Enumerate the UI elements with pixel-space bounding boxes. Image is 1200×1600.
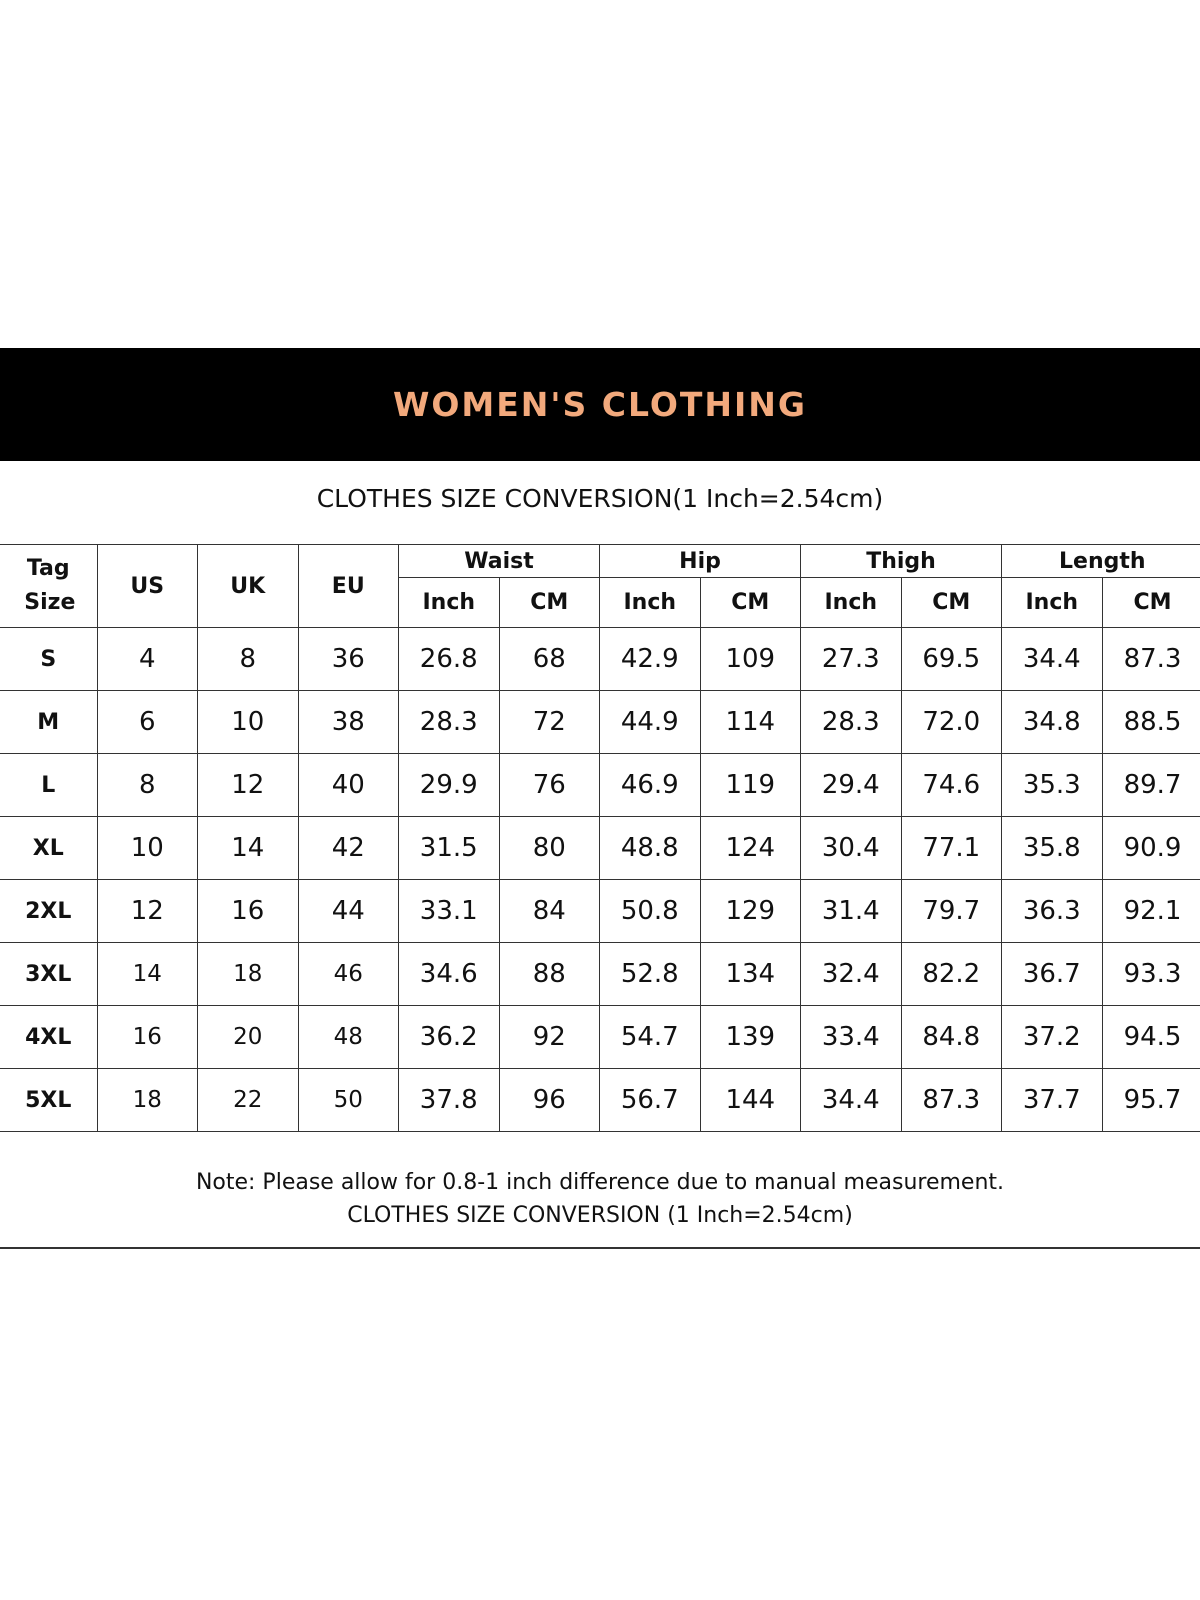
cell-hip-cm: 134 — [700, 943, 801, 1006]
cell-hip-inch: 42.9 — [600, 628, 701, 691]
cell-us: 12 — [97, 880, 198, 943]
cell-thigh-cm: 72.0 — [901, 691, 1002, 754]
cell-eu: 46 — [298, 943, 399, 1006]
cell-waist-inch: 31.5 — [399, 817, 500, 880]
cell-length-cm: 89.7 — [1102, 754, 1200, 817]
cell-length-inch: 34.8 — [1002, 691, 1103, 754]
cell-tag-size: XL — [0, 817, 97, 880]
cell-uk: 10 — [198, 691, 299, 754]
cell-us: 14 — [97, 943, 198, 1006]
cell-thigh-cm: 87.3 — [901, 1069, 1002, 1132]
cell-tag-size: 4XL — [0, 1006, 97, 1069]
cell-thigh-inch: 34.4 — [801, 1069, 902, 1132]
cell-tag-size: L — [0, 754, 97, 817]
cell-tag-size: 5XL — [0, 1069, 97, 1132]
cell-uk: 22 — [198, 1069, 299, 1132]
cell-hip-cm: 114 — [700, 691, 801, 754]
cell-us: 4 — [97, 628, 198, 691]
cell-waist-inch: 29.9 — [399, 754, 500, 817]
table-row — [0, 880, 1200, 943]
cell-waist-inch: 37.8 — [399, 1069, 500, 1132]
cell-length-cm: 88.5 — [1102, 691, 1200, 754]
header-waist-inch: Inch — [399, 578, 500, 628]
table-row — [0, 628, 1200, 691]
banner-title: WOMEN'S CLOTHING — [392, 385, 808, 424]
cell-length-inch: 34.4 — [1002, 628, 1103, 691]
cell-hip-inch: 56.7 — [600, 1069, 701, 1132]
cell-uk: 16 — [198, 880, 299, 943]
cell-hip-inch: 50.8 — [600, 880, 701, 943]
cell-length-inch: 37.2 — [1002, 1006, 1103, 1069]
cell-thigh-cm: 84.8 — [901, 1006, 1002, 1069]
cell-us: 16 — [97, 1006, 198, 1069]
cell-waist-inch: 28.3 — [399, 691, 500, 754]
cell-length-cm: 93.3 — [1102, 943, 1200, 1006]
cell-length-inch: 37.7 — [1002, 1069, 1103, 1132]
cell-waist-inch: 36.2 — [399, 1006, 500, 1069]
header-length-cm: CM — [1102, 578, 1200, 628]
cell-us: 10 — [97, 817, 198, 880]
cell-uk: 18 — [198, 943, 299, 1006]
header-banner — [0, 348, 1200, 461]
header-hip: Hip — [600, 545, 801, 578]
cell-waist-cm: 88 — [499, 943, 600, 1006]
note-line-2: CLOTHES SIZE CONVERSION (1 Inch=2.54cm) — [347, 1203, 853, 1228]
table-body — [0, 628, 1200, 1132]
cell-hip-inch: 44.9 — [600, 691, 701, 754]
cell-tag-size: 2XL — [0, 880, 97, 943]
cell-length-cm: 92.1 — [1102, 880, 1200, 943]
cell-eu: 44 — [298, 880, 399, 943]
cell-hip-inch: 48.8 — [600, 817, 701, 880]
cell-us: 6 — [97, 691, 198, 754]
cell-thigh-inch: 27.3 — [801, 628, 902, 691]
cell-thigh-inch: 33.4 — [801, 1006, 902, 1069]
header-hip-inch: Inch — [600, 578, 701, 628]
cell-length-cm: 94.5 — [1102, 1006, 1200, 1069]
table-row — [0, 1006, 1200, 1069]
cell-length-cm: 95.7 — [1102, 1069, 1200, 1132]
cell-length-inch: 36.3 — [1002, 880, 1103, 943]
cell-waist-cm: 84 — [499, 880, 600, 943]
cell-length-inch: 35.3 — [1002, 754, 1103, 817]
header-hip-cm: CM — [700, 578, 801, 628]
measurement-note — [0, 1166, 1200, 1232]
cell-thigh-cm: 74.6 — [901, 754, 1002, 817]
cell-tag-size: S — [0, 628, 97, 691]
header-row-groups — [0, 545, 1200, 578]
cell-waist-cm: 76 — [499, 754, 600, 817]
cell-waist-cm: 80 — [499, 817, 600, 880]
cell-waist-cm: 68 — [499, 628, 600, 691]
cell-eu: 48 — [298, 1006, 399, 1069]
cell-uk: 8 — [198, 628, 299, 691]
cell-hip-inch: 54.7 — [600, 1006, 701, 1069]
cell-hip-cm: 144 — [700, 1069, 801, 1132]
cell-thigh-inch: 29.4 — [801, 754, 902, 817]
cell-waist-cm: 92 — [499, 1006, 600, 1069]
table-row — [0, 754, 1200, 817]
table-row — [0, 817, 1200, 880]
cell-hip-cm: 119 — [700, 754, 801, 817]
cell-eu: 50 — [298, 1069, 399, 1132]
cell-thigh-inch: 30.4 — [801, 817, 902, 880]
header-thigh-cm: CM — [901, 578, 1002, 628]
cell-eu: 36 — [298, 628, 399, 691]
cell-eu: 38 — [298, 691, 399, 754]
table-header — [0, 545, 1200, 628]
bottom-divider — [0, 1247, 1200, 1249]
cell-hip-cm: 139 — [700, 1006, 801, 1069]
cell-us: 8 — [97, 754, 198, 817]
cell-hip-cm: 129 — [700, 880, 801, 943]
header-tag-label: Tag Size — [24, 556, 76, 615]
cell-length-inch: 36.7 — [1002, 943, 1103, 1006]
cell-waist-cm: 72 — [499, 691, 600, 754]
table-row — [0, 943, 1200, 1006]
cell-thigh-cm: 82.2 — [901, 943, 1002, 1006]
size-chart-table — [0, 544, 1200, 1132]
header-us: US — [97, 545, 198, 628]
cell-thigh-inch: 32.4 — [801, 943, 902, 1006]
cell-hip-cm: 109 — [700, 628, 801, 691]
cell-waist-cm: 96 — [499, 1069, 600, 1132]
cell-hip-inch: 52.8 — [600, 943, 701, 1006]
cell-thigh-cm: 77.1 — [901, 817, 1002, 880]
cell-hip-inch: 46.9 — [600, 754, 701, 817]
cell-hip-cm: 124 — [700, 817, 801, 880]
cell-us: 18 — [97, 1069, 198, 1132]
cell-uk: 14 — [198, 817, 299, 880]
cell-waist-inch: 33.1 — [399, 880, 500, 943]
header-waist-cm: CM — [499, 578, 600, 628]
header-waist: Waist — [399, 545, 600, 578]
cell-waist-inch: 34.6 — [399, 943, 500, 1006]
table-row — [0, 1069, 1200, 1132]
note-line-1: Note: Please allow for 0.8-1 inch difference due to manual measurement. — [195, 1170, 1005, 1195]
header-length: Length — [1002, 545, 1200, 578]
header-length-inch: Inch — [1002, 578, 1103, 628]
cell-tag-size: M — [0, 691, 97, 754]
header-thigh: Thigh — [801, 545, 1002, 578]
cell-length-cm: 90.9 — [1102, 817, 1200, 880]
header-uk: UK — [198, 545, 299, 628]
header-eu: EU — [298, 545, 399, 628]
cell-eu: 40 — [298, 754, 399, 817]
cell-uk: 20 — [198, 1006, 299, 1069]
cell-waist-inch: 26.8 — [399, 628, 500, 691]
cell-thigh-cm: 79.7 — [901, 880, 1002, 943]
cell-length-inch: 35.8 — [1002, 817, 1103, 880]
cell-length-cm: 87.3 — [1102, 628, 1200, 691]
cell-thigh-cm: 69.5 — [901, 628, 1002, 691]
cell-thigh-inch: 31.4 — [801, 880, 902, 943]
cell-thigh-inch: 28.3 — [801, 691, 902, 754]
header-tag-size — [0, 545, 97, 628]
cell-tag-size: 3XL — [0, 943, 97, 1006]
header-thigh-inch: Inch — [801, 578, 902, 628]
table-row — [0, 691, 1200, 754]
cell-eu: 42 — [298, 817, 399, 880]
conversion-subtitle: CLOTHES SIZE CONVERSION(1 Inch=2.54cm) — [316, 484, 884, 513]
cell-uk: 12 — [198, 754, 299, 817]
